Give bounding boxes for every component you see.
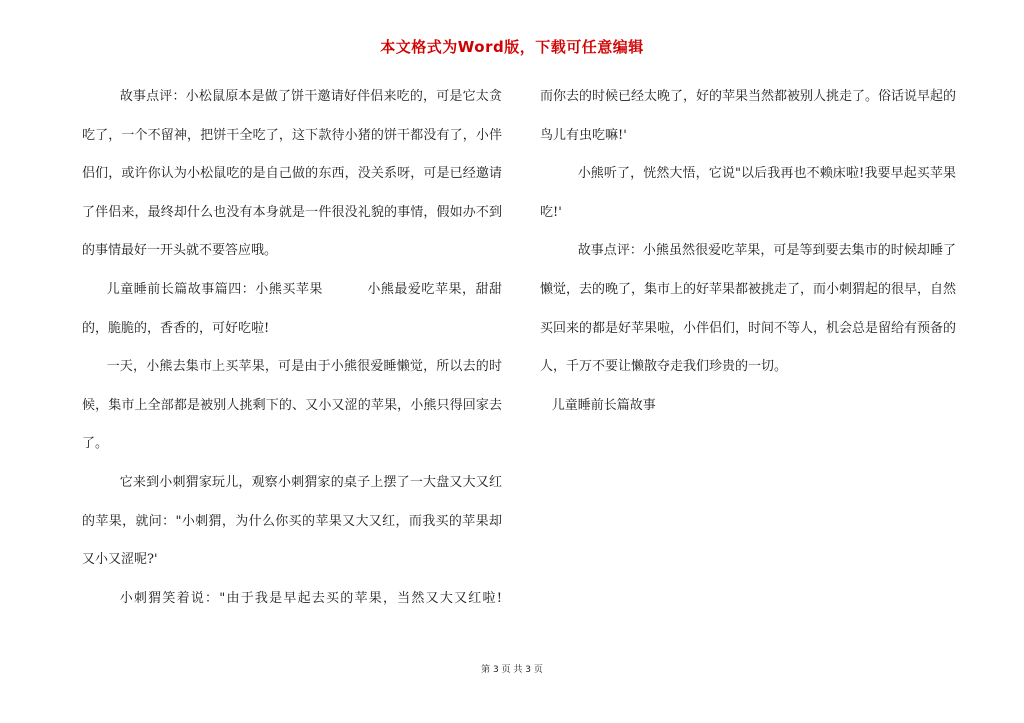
right-text-column bbox=[540, 78, 956, 425]
paragraph-bear-market: 一天，小熊去集市上买苹果，可是由于小熊很爱睡懒觉，所以去的时候，集市上全部都是被别人挑剩下的、又小又涩的苹果，小熊只得回家去了。 bbox=[82, 359, 502, 452]
page-number-footer: 第 3 页 共 3 页 bbox=[481, 665, 543, 675]
paragraph-hedgehog-reply-continued: 而你去的时候已经太晚了，好的苹果当然都被别人挑走了。俗话说早起的鸟儿有虫吃嘛!' bbox=[540, 89, 957, 143]
paragraph-story-four-intro bbox=[82, 271, 502, 348]
paragraph-bear-comment: 故事点评：小熊虽然很爱吃苹果，可是等到要去集市的时候却睡了懒觉，去的晚了，集市上的好苹果都被挑走了，而小刺猬起的很早，自然买回来的都是好苹果啦，小伴侣们，时间不等人，机会总是留给有预备的人，千万不要让懒散夺走我们珍贵的一切。 bbox=[540, 243, 957, 375]
paragraph-hedgehog-reply: 小刺猬笑着说："由于我是早起去买的苹果，当然又大又红啦! bbox=[119, 590, 502, 606]
paragraph-squirrel-comment: 故事点评：小松鼠原本是做了饼干邀请好伴侣来吃的，可是它太贪吃了，一个不留神，把饼干全吃了，这下款待小猪的饼干都没有了，小伴侣们，或许你认为小松鼠吃的是自己做的东西，没关系呀，可是已经邀请了伴侣来，最终却什么也没有本身就是一件很没礼貌的事情，假如办不到的事情最好一开头就不要答应哦。 bbox=[82, 89, 502, 259]
story-four-title: 儿童睡前长篇故事篇四：小熊买苹果 bbox=[106, 281, 323, 297]
word-format-banner: 本文格式为Word版，下载可任意编辑 bbox=[380, 38, 644, 56]
left-text-column bbox=[82, 78, 502, 618]
paragraph-section-heading: 儿童睡前长篇故事 bbox=[551, 397, 656, 413]
paragraph-bear-realizes: 小熊听了，恍然大悟，它说"以后我再也不赖床啦!我要早起买苹果吃!' bbox=[540, 166, 956, 220]
story-four-opening: 小熊最爱吃苹果，甜甜的，脆脆的，香香的，可好吃啦! bbox=[82, 281, 502, 336]
paragraph-hedgehog-visit: 它来到小刺猬家玩儿，观察小刺猬家的桌子上摆了一大盘又大又红的苹果，就问："小刺猬，为什么你买的苹果又大又红，而我买的苹果却又小又涩呢?' bbox=[82, 474, 502, 568]
